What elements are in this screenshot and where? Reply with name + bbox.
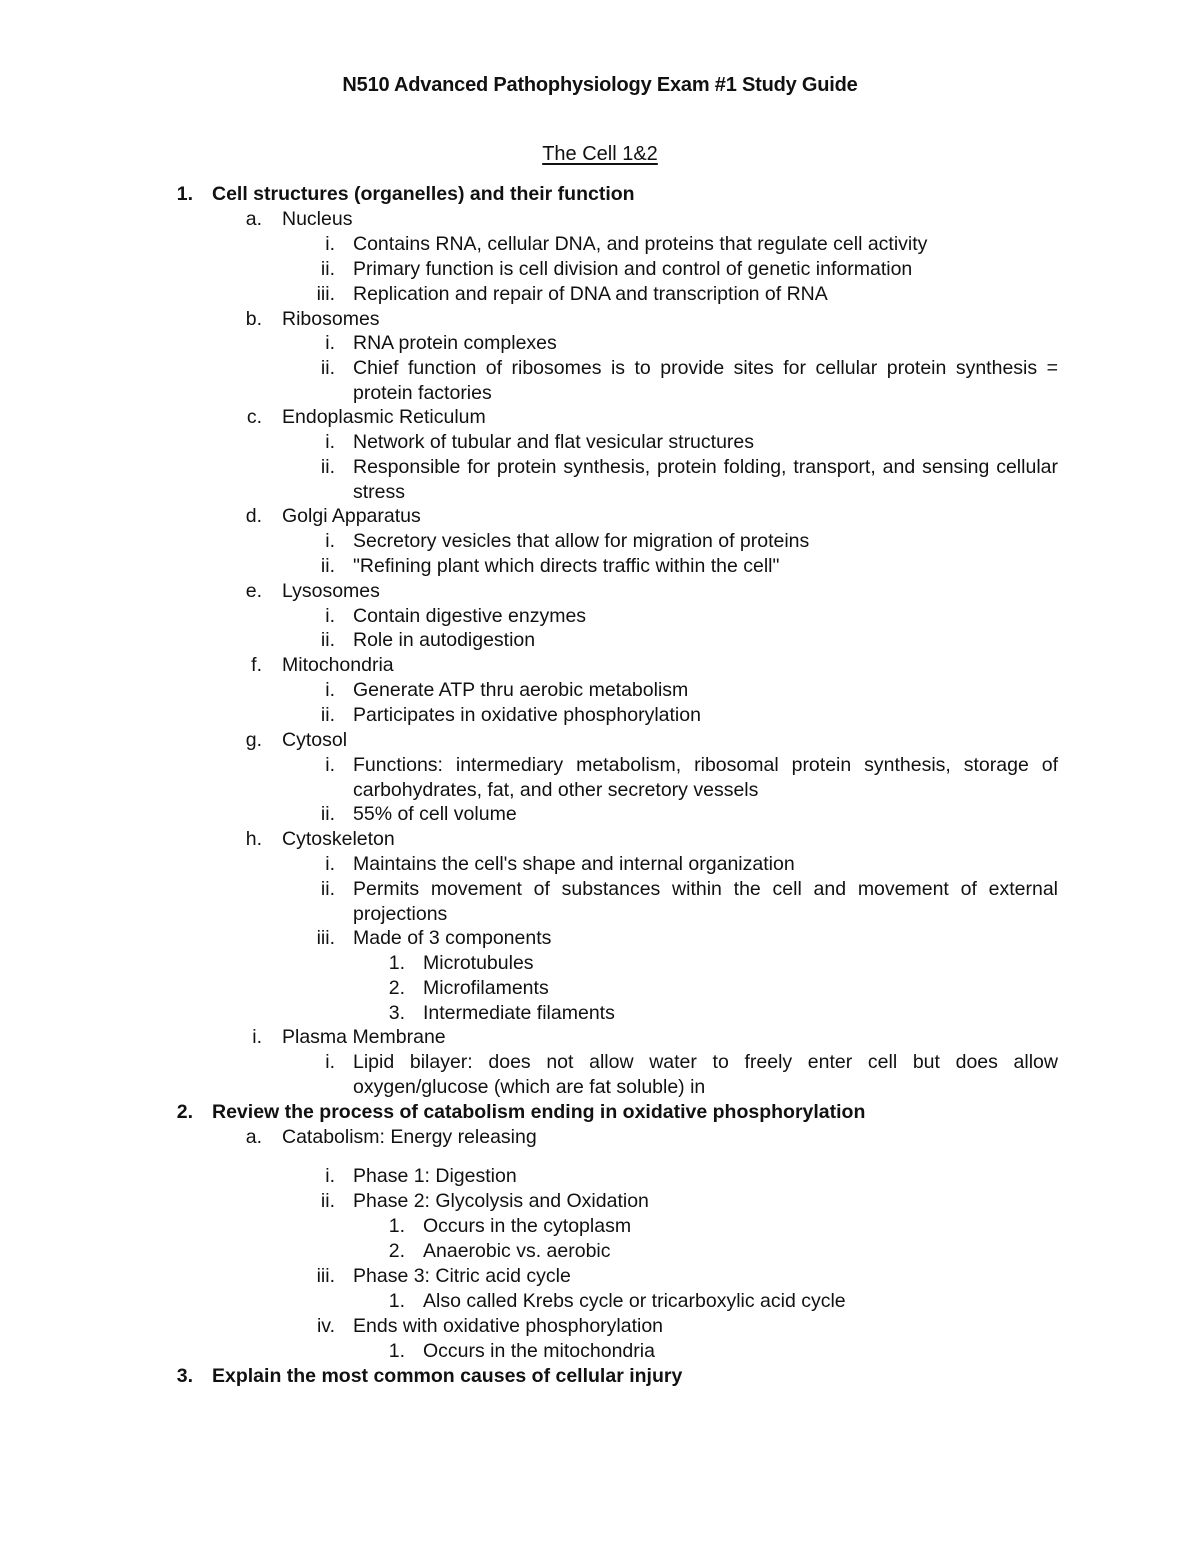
- list-text: Explain the most common causes of cellular injury: [212, 1365, 683, 1387]
- list-text: Occurs in the cytoplasm: [423, 1215, 632, 1237]
- list-marker: 3.: [388, 1002, 405, 1024]
- list-marker: g.: [245, 729, 262, 751]
- list-text: Occurs in the mitochondria: [423, 1340, 655, 1362]
- list-text: Microtubules: [423, 952, 534, 974]
- list-text: Maintains the cell's shape and internal organization: [353, 853, 795, 875]
- list-text: Generate ATP thru aerobic metabolism: [353, 679, 689, 701]
- list-text: Functions: intermediary metabolism, ribosomal protein synthesis, storage of carbohydrates, fat, and other secretory vessels: [353, 754, 1058, 801]
- list-marker: 2.: [388, 977, 405, 999]
- list-marker: 1.: [388, 952, 405, 974]
- list-text: Contains RNA, cellular DNA, and proteins that regulate cell activity: [353, 233, 928, 255]
- list-text: Ends with oxidative phosphorylation: [353, 1315, 664, 1337]
- list-marker: 1.: [176, 183, 193, 205]
- list-text: Review the process of catabolism ending in oxidative phosphorylation: [212, 1101, 866, 1123]
- list-text: Responsible for protein synthesis, protein folding, transport, and sensing cellular stress: [353, 456, 1058, 503]
- list-marker: iv.: [316, 1315, 335, 1337]
- list-marker: i.: [325, 431, 335, 453]
- list-text: Anaerobic vs. aerobic: [423, 1240, 611, 1262]
- list-marker: e.: [245, 580, 262, 602]
- list-marker: f.: [251, 654, 262, 676]
- list-marker: i.: [325, 605, 335, 627]
- list-text: Secretory vesicles that allow for migration of proteins: [353, 530, 810, 552]
- list-marker: 1.: [388, 1290, 405, 1312]
- list-marker: i.: [325, 853, 335, 875]
- list-marker: i.: [325, 1165, 335, 1187]
- list-marker: d.: [245, 505, 262, 527]
- section-heading: The Cell 1&2: [542, 143, 658, 165]
- list-marker: ii.: [320, 357, 335, 379]
- list-marker: i.: [325, 332, 335, 354]
- list-text: Mitochondria: [282, 654, 394, 676]
- list-text: Intermediate filaments: [423, 1002, 615, 1024]
- list-text: Replication and repair of DNA and transcription of RNA: [353, 283, 828, 305]
- list-text: 55% of cell volume: [353, 803, 517, 825]
- list-text: Microfilaments: [423, 977, 549, 999]
- list-marker: ii.: [320, 704, 335, 726]
- list-marker: ii.: [320, 258, 335, 280]
- list-text: Golgi Apparatus: [282, 505, 421, 527]
- list-text: Nucleus: [282, 208, 353, 230]
- list-marker: b.: [245, 308, 262, 330]
- list-marker: c.: [246, 406, 262, 428]
- list-text: Cytosol: [282, 729, 348, 751]
- list-marker: i.: [325, 679, 335, 701]
- list-text: RNA protein complexes: [353, 332, 557, 354]
- list-marker: ii.: [320, 456, 335, 478]
- list-marker: 3.: [176, 1365, 193, 1387]
- list-text: Contain digestive enzymes: [353, 605, 587, 627]
- list-text: Endoplasmic Reticulum: [282, 406, 486, 428]
- list-marker: a.: [245, 1126, 262, 1148]
- list-text: Also called Krebs cycle or tricarboxylic acid cycle: [423, 1290, 846, 1312]
- list-marker: 1.: [388, 1215, 405, 1237]
- list-text: "Refining plant which directs traffic within the cell": [353, 555, 780, 577]
- list-text: Ribosomes: [282, 308, 380, 330]
- list-marker: i.: [325, 233, 335, 255]
- list-marker: ii.: [320, 629, 335, 651]
- document-title: N510 Advanced Pathophysiology Exam #1 Study Guide: [342, 74, 858, 96]
- list-marker: ii.: [320, 1190, 335, 1212]
- list-marker: ii.: [320, 555, 335, 577]
- list-text: Cytoskeleton: [282, 828, 395, 850]
- list-text: Role in autodigestion: [353, 629, 536, 651]
- list-marker: a.: [245, 208, 262, 230]
- list-marker: 2.: [388, 1240, 405, 1262]
- list-marker: 2.: [176, 1101, 193, 1123]
- list-marker: i.: [252, 1026, 262, 1048]
- list-text: Phase 3: Citric acid cycle: [353, 1265, 571, 1287]
- list-text: Made of 3 components: [353, 927, 552, 949]
- list-text: Catabolism: Energy releasing: [282, 1126, 537, 1148]
- list-text: Participates in oxidative phosphorylation: [353, 704, 701, 726]
- list-text: Permits movement of substances within the cell and movement of external projections: [353, 878, 1058, 925]
- list-text: Phase 2: Glycolysis and Oxidation: [353, 1190, 649, 1212]
- list-text: Primary function is cell division and control of genetic information: [353, 258, 913, 280]
- list-text: Network of tubular and flat vesicular structures: [353, 431, 755, 453]
- list-text: Lipid bilayer: does not allow water to freely enter cell but does allow oxygen/glucose (which are fat soluble) in: [353, 1051, 1058, 1098]
- list-text: Plasma Membrane: [282, 1026, 446, 1048]
- list-marker: iii.: [316, 1265, 335, 1287]
- list-text: Cell structures (organelles) and their function: [212, 183, 635, 205]
- list-text: Chief function of ribosomes is to provide sites for cellular protein synthesis = protein factories: [353, 357, 1058, 404]
- list-marker: i.: [325, 754, 335, 776]
- list-marker: h.: [245, 828, 262, 850]
- list-marker: ii.: [320, 878, 335, 900]
- list-text: Lysosomes: [282, 580, 380, 602]
- list-text: Phase 1: Digestion: [353, 1165, 517, 1187]
- list-marker: ii.: [320, 803, 335, 825]
- list-marker: iii.: [316, 283, 335, 305]
- list-marker: 1.: [388, 1340, 405, 1362]
- list-marker: iii.: [316, 927, 335, 949]
- list-marker: i.: [325, 1051, 335, 1073]
- list-marker: i.: [325, 530, 335, 552]
